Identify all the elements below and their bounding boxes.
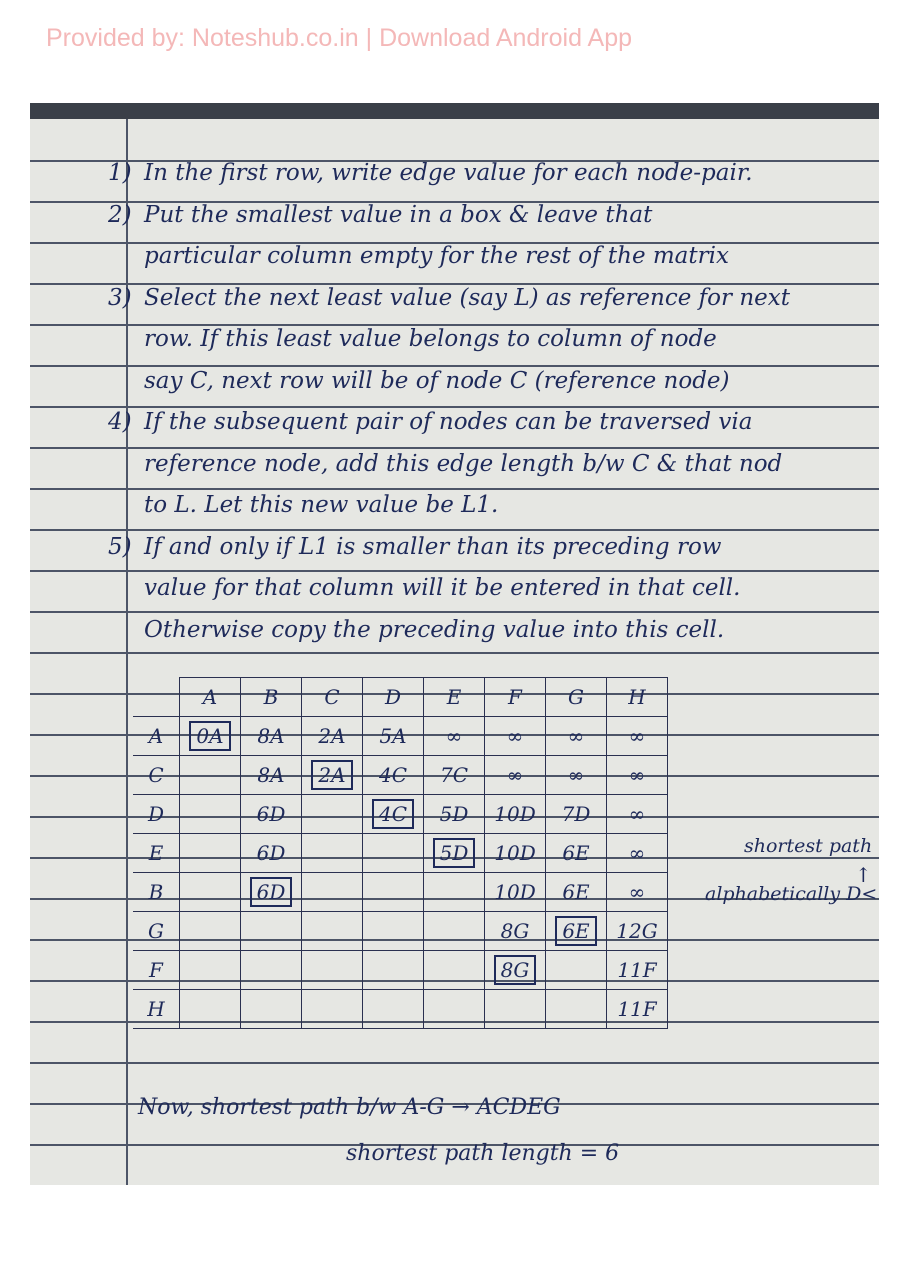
matrix-row bbox=[133, 717, 668, 756]
row-header: D bbox=[133, 795, 180, 834]
step-text: particular column empty for the rest of the matrix bbox=[144, 243, 729, 269]
column-header: A bbox=[180, 678, 241, 717]
cell-value: 4C bbox=[378, 763, 408, 787]
cell-value: 6E bbox=[562, 841, 590, 865]
matrix-header-row bbox=[133, 678, 668, 717]
cell-value: 7D bbox=[561, 802, 591, 826]
cell-value: 7C bbox=[439, 763, 469, 787]
matrix-cell bbox=[302, 717, 363, 756]
matrix-cell bbox=[546, 951, 607, 990]
matrix-cell bbox=[180, 990, 241, 1029]
row-header: G bbox=[133, 912, 180, 951]
matrix-cell bbox=[302, 873, 363, 912]
note-line bbox=[108, 155, 876, 191]
matrix-row bbox=[133, 756, 668, 795]
step-text: reference node, add this edge length b/w C & that nod bbox=[144, 450, 783, 477]
row-header: E bbox=[133, 834, 180, 873]
matrix-cell bbox=[241, 990, 302, 1029]
matrix-row bbox=[133, 834, 668, 873]
selected-value: 8G bbox=[494, 955, 537, 985]
matrix-cell bbox=[302, 834, 363, 873]
matrix-cell bbox=[363, 795, 424, 834]
cell-value: ∞ bbox=[628, 724, 646, 748]
step-text: value for that column will it be entered in that cell. bbox=[144, 575, 741, 601]
matrix-cell bbox=[607, 912, 668, 951]
step-text: Otherwise copy the preceding value into this cell. bbox=[144, 616, 725, 643]
matrix-cell bbox=[241, 717, 302, 756]
step-text: Select the next least value (say L) as reference for next bbox=[144, 284, 790, 311]
matrix-cell bbox=[302, 912, 363, 951]
matrix-cell bbox=[424, 756, 485, 795]
matrix-cell bbox=[424, 717, 485, 756]
cell-value: ∞ bbox=[506, 763, 524, 787]
matrix-cell bbox=[485, 717, 546, 756]
matrix-row bbox=[133, 795, 668, 834]
matrix-cell bbox=[546, 756, 607, 795]
step-text: to L. Let this new value be L1. bbox=[144, 492, 499, 518]
matrix-cell bbox=[363, 717, 424, 756]
matrix-cell bbox=[424, 873, 485, 912]
selected-value: 0A bbox=[189, 721, 230, 751]
step-text: Put the smallest value in a box & leave that bbox=[144, 201, 653, 228]
matrix-cell bbox=[180, 912, 241, 951]
note-line bbox=[108, 487, 876, 523]
notebook-page bbox=[30, 103, 879, 1185]
cell-value: ∞ bbox=[628, 880, 646, 904]
matrix-cell bbox=[546, 717, 607, 756]
row-header: C bbox=[133, 756, 180, 795]
step-text: row. If this least value belongs to column of node bbox=[144, 326, 717, 352]
matrix-cell bbox=[424, 795, 485, 834]
matrix-cell bbox=[363, 756, 424, 795]
note-line bbox=[108, 280, 876, 316]
cell-value: 5A bbox=[379, 724, 407, 748]
column-header: E bbox=[424, 678, 485, 717]
matrix-cell bbox=[546, 912, 607, 951]
cell-value: ∞ bbox=[567, 724, 585, 748]
note-line bbox=[108, 446, 876, 482]
cell-value: 8G bbox=[500, 919, 530, 943]
step-number: 4) bbox=[108, 409, 132, 435]
matrix-cell bbox=[546, 990, 607, 1029]
note-line bbox=[108, 321, 876, 357]
matrix-cell bbox=[302, 951, 363, 990]
matrix-row bbox=[133, 990, 668, 1029]
conclusion-path: Now, shortest path b/w A-G → ACDEG bbox=[138, 1095, 561, 1120]
dijkstra-matrix bbox=[133, 677, 668, 1029]
step-number: 3) bbox=[108, 284, 132, 311]
matrix-cell bbox=[363, 912, 424, 951]
step-text: If and only if L1 is smaller than its preceding row bbox=[144, 533, 722, 560]
note-shortest-path: shortest path bbox=[744, 835, 873, 857]
matrix-cell bbox=[607, 951, 668, 990]
cell-value: 2A bbox=[318, 724, 346, 748]
cell-value: 5D bbox=[439, 802, 469, 826]
step-text: If the subsequent pair of nodes can be traversed via bbox=[144, 409, 753, 435]
matrix-cell bbox=[241, 912, 302, 951]
row-header: H bbox=[133, 990, 180, 1029]
matrix-cell bbox=[302, 756, 363, 795]
step-number: 5) bbox=[108, 533, 132, 560]
matrix-cell bbox=[485, 990, 546, 1029]
column-header: C bbox=[302, 678, 363, 717]
matrix-cell bbox=[485, 873, 546, 912]
row-header: F bbox=[133, 951, 180, 990]
cell-value: 12G bbox=[616, 919, 658, 943]
page-top-edge bbox=[30, 103, 879, 119]
note-line bbox=[108, 570, 876, 606]
matrix-cell bbox=[485, 912, 546, 951]
matrix-cell bbox=[424, 912, 485, 951]
matrix-cell bbox=[241, 795, 302, 834]
matrix-cell bbox=[424, 990, 485, 1029]
cell-value: 6E bbox=[562, 880, 590, 904]
matrix-cell bbox=[424, 834, 485, 873]
cell-value: 11F bbox=[617, 958, 657, 982]
column-header: G bbox=[546, 678, 607, 717]
conclusion-length: shortest path length = 6 bbox=[346, 1141, 620, 1166]
step-number: 1) bbox=[108, 160, 132, 186]
cell-value: 8A bbox=[257, 724, 285, 748]
cell-value: ∞ bbox=[628, 841, 646, 865]
matrix-row bbox=[133, 951, 668, 990]
matrix-row bbox=[133, 912, 668, 951]
matrix-cell bbox=[424, 951, 485, 990]
matrix-cell bbox=[607, 990, 668, 1029]
note-line bbox=[108, 197, 876, 233]
step-text: say C, next row will be of node C (reference node) bbox=[144, 367, 730, 394]
note-line bbox=[108, 404, 876, 440]
matrix-cell bbox=[485, 795, 546, 834]
matrix-cell bbox=[180, 951, 241, 990]
matrix-cell bbox=[363, 873, 424, 912]
matrix-row bbox=[133, 873, 668, 912]
matrix-cell bbox=[607, 756, 668, 795]
matrix-cell bbox=[241, 756, 302, 795]
matrix-cell bbox=[180, 717, 241, 756]
step-text: In the first row, write edge value for each node-pair. bbox=[144, 160, 753, 186]
matrix-cell bbox=[180, 834, 241, 873]
cell-value: 11F bbox=[617, 997, 657, 1021]
matrix-cell bbox=[363, 951, 424, 990]
row-header: A bbox=[133, 717, 180, 756]
matrix-cell bbox=[607, 834, 668, 873]
matrix-cell bbox=[607, 873, 668, 912]
cell-value: ∞ bbox=[506, 724, 524, 748]
matrix-cell bbox=[546, 795, 607, 834]
matrix-cell bbox=[302, 795, 363, 834]
matrix-cell bbox=[241, 873, 302, 912]
selected-value: 6D bbox=[250, 877, 293, 907]
matrix-cell bbox=[607, 717, 668, 756]
column-header: B bbox=[241, 678, 302, 717]
matrix-cell bbox=[363, 990, 424, 1029]
matrix-cell bbox=[241, 951, 302, 990]
matrix-cell bbox=[363, 834, 424, 873]
matrix-cell bbox=[180, 756, 241, 795]
matrix-cell bbox=[546, 834, 607, 873]
cell-value: 10D bbox=[494, 880, 536, 904]
step-number: 2) bbox=[108, 201, 132, 228]
cell-value: ∞ bbox=[628, 802, 646, 826]
cell-value: ∞ bbox=[445, 724, 463, 748]
cell-value: ∞ bbox=[628, 763, 646, 787]
matrix-cell bbox=[546, 873, 607, 912]
matrix-cell bbox=[180, 795, 241, 834]
cell-value: ∞ bbox=[567, 763, 585, 787]
selected-value: 4C bbox=[372, 799, 414, 829]
note-line bbox=[108, 363, 876, 399]
selected-value: 2A bbox=[311, 760, 352, 790]
cell-value: 10D bbox=[494, 841, 536, 865]
note-alphabetically: alphabetically D< bbox=[705, 883, 878, 905]
note-line bbox=[108, 612, 876, 648]
cell-value: 6D bbox=[256, 802, 286, 826]
cell-value: 6D bbox=[256, 841, 286, 865]
column-header: H bbox=[607, 678, 668, 717]
matrix-cell bbox=[241, 834, 302, 873]
matrix-cell bbox=[485, 951, 546, 990]
column-header: D bbox=[363, 678, 424, 717]
selected-value: 6E bbox=[555, 916, 596, 946]
matrix-cell bbox=[485, 834, 546, 873]
column-header: F bbox=[485, 678, 546, 717]
matrix-cell bbox=[485, 756, 546, 795]
matrix-cell bbox=[302, 990, 363, 1029]
matrix-cell bbox=[180, 873, 241, 912]
note-line bbox=[108, 238, 876, 274]
watermark: Provided by: Noteshub.co.in | Download Android App bbox=[46, 24, 633, 52]
note-line bbox=[108, 529, 876, 565]
selected-value: 5D bbox=[433, 838, 476, 868]
matrix-cell bbox=[607, 795, 668, 834]
cell-value: 10D bbox=[494, 802, 536, 826]
row-header: B bbox=[133, 873, 180, 912]
matrix-corner bbox=[133, 678, 180, 717]
arrow-up-icon: ↑ bbox=[855, 863, 872, 887]
cell-value: 8A bbox=[257, 763, 285, 787]
